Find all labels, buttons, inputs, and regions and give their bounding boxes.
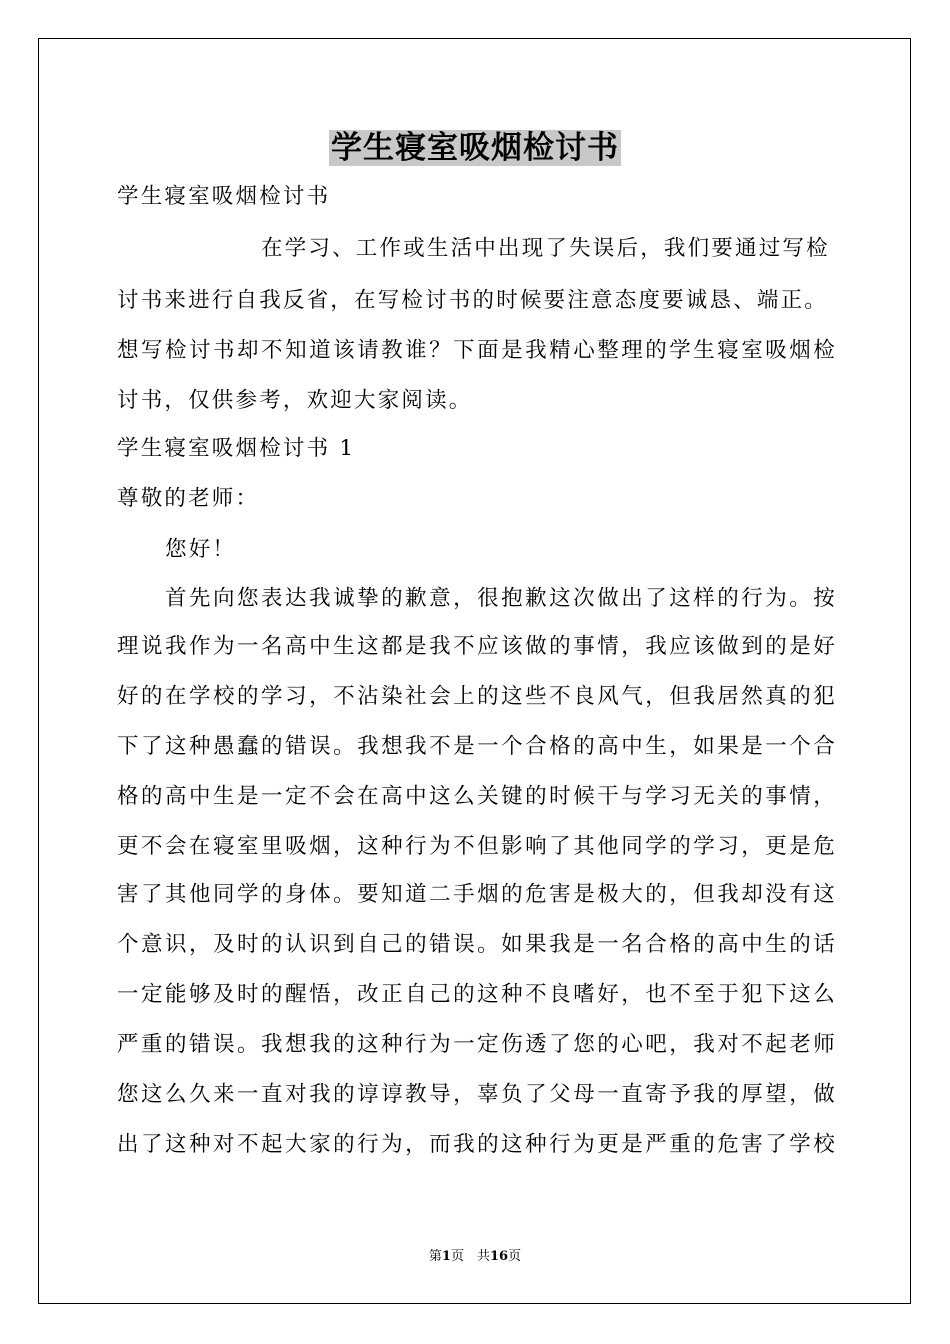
body-line: 严重的错误。我想我的这种行为一定伤透了您的心吧，我对不起老师 — [117, 1032, 837, 1057]
intro-line: 讨书来进行自我反省，在写检讨书的时候要注意态度要诚恳、端正。 — [117, 288, 829, 313]
body-line: 您这么久来一直对我的谆谆教导，辜负了父母一直寄予我的厚望，做 — [117, 1082, 837, 1107]
page-suffix: 页 — [508, 1249, 522, 1264]
page-total: 16 — [489, 1249, 509, 1264]
body-line: 好的在学校的学习，不沾染社会上的这些不良风气，但我居然真的犯 — [117, 684, 837, 709]
intro-line: 在学习、工作或生活中出现了失误后，我们要通过写检 — [261, 236, 830, 261]
page-footer — [0, 1248, 950, 1266]
body-line: 下了这种愚蠢的错误。我想我不是一个合格的高中生，如果是一个合 — [117, 734, 837, 759]
subtitle-line: 学生寝室吸烟检讨书 — [117, 184, 331, 209]
body-line: 害了其他同学的身体。要知道二手烟的危害是极大的，但我却没有这 — [117, 882, 837, 907]
section-heading: 学生寝室吸烟检讨书 1 — [117, 436, 356, 461]
intro-line: 讨书，仅供参考，欢迎大家阅读。 — [117, 388, 473, 413]
body-line: 一定能够及时的醒悟，改正自己的这种不良嗜好，也不至于犯下这么 — [117, 982, 837, 1007]
salutation: 尊敬的老师： — [117, 486, 260, 511]
document-title-block — [0, 128, 950, 168]
body-line: 首先向您表达我诚挚的歉意，很抱歉这次做出了这样的行为。按 — [165, 586, 837, 611]
greeting: 您好！ — [165, 537, 237, 562]
body-line: 个意识，及时的认识到自己的错误。如果我是一名合格的高中生的话 — [117, 932, 837, 957]
page-prefix: 第 — [428, 1249, 442, 1264]
page-mid: 页 共 — [450, 1249, 490, 1264]
document-title: 学生寝室吸烟检讨书 — [331, 130, 619, 166]
page-current: 1 — [441, 1249, 451, 1264]
body-line: 出了这种对不起大家的行为，而我的这种行为更是严重的危害了学校 — [117, 1132, 837, 1157]
body-line: 更不会在寝室里吸烟，这种行为不但影响了其他同学的学习，更是危 — [117, 834, 837, 859]
body-line: 理说我作为一名高中生这都是我不应该做的事情，我应该做到的是好 — [117, 634, 837, 659]
page-border — [38, 38, 911, 1304]
intro-line: 想写检讨书却不知道该请教谁？下面是我精心整理的学生寝室吸烟检 — [117, 338, 837, 363]
body-line: 格的高中生是一定不会在高中这么关键的时候干与学习无关的事情， — [117, 784, 837, 809]
